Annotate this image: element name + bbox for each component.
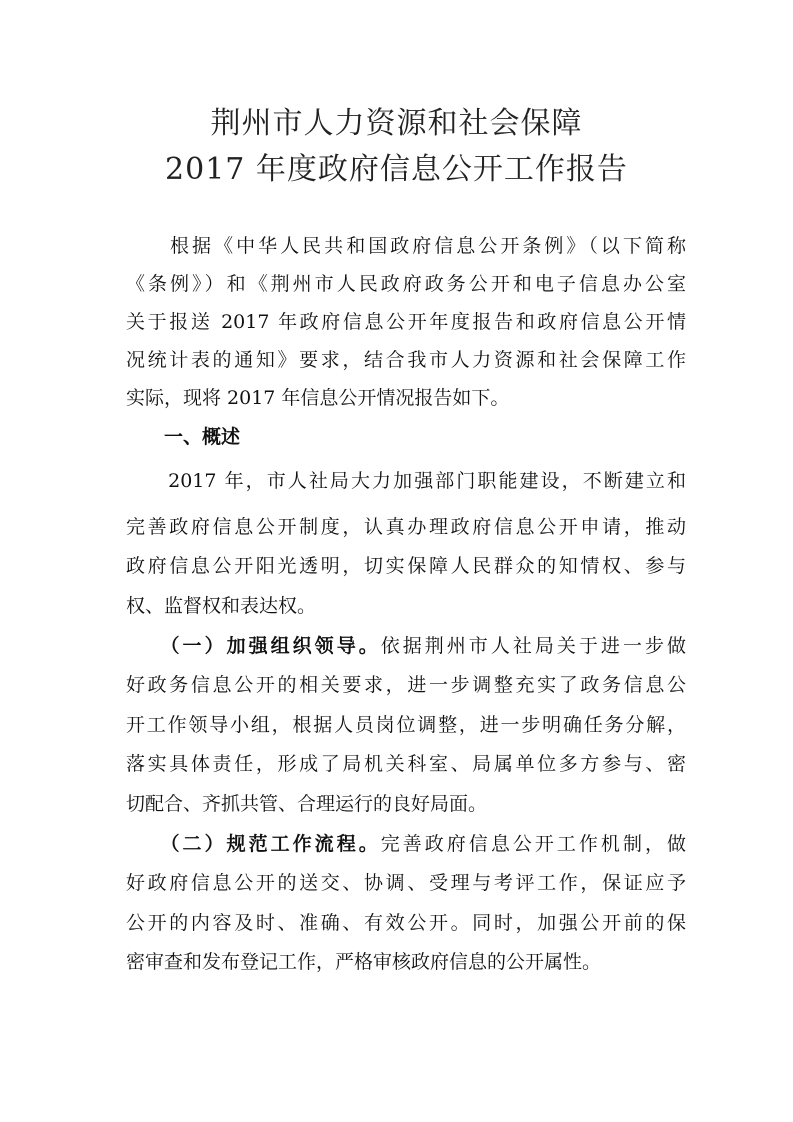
item1-line-2: 好政务信息公开的相关要求，进一步调整充实了政务信息公 (126, 674, 686, 696)
item1-line-5: 切配合、齐抓共管、合理运行的良好局面。 (126, 793, 488, 815)
item2-first-line (126, 831, 686, 857)
overview-line-2: 完善政府信息公开制度，认真办理政府信息公开申请，推动 (126, 516, 686, 538)
overview-line-1: 2017 年，市人社局大力加强部门职能建设，不断建立和 (126, 470, 686, 492)
intro-line-5: 实际，现将 2017 年信息公开情况报告如下。 (126, 387, 510, 409)
document-title-line2: 2017 年度政府信息公开工作报告 (165, 152, 628, 187)
item1-first-rest: 依据荆州市人社局关于进一步做 (380, 635, 686, 657)
intro-line-3: 关于报送 2017 年政府信息公开年度报告和政府信息公开情 (126, 311, 686, 333)
item2-line-3: 公开的内容及时、准确、有效公开。同时，加强公开前的保 (126, 912, 686, 934)
item1-label: （一）加强组织领导。 (126, 635, 381, 657)
item1-line-4: 落实具体责任，形成了局机关科室、局属单位多方参与、密 (126, 753, 686, 775)
item2-line-2: 好政府信息公开的送交、协调、受理与考评工作，保证应予 (126, 872, 686, 894)
document-title-line1: 荆州市人力资源和社会保障 (210, 106, 583, 141)
overview-line-4: 权、监督权和表达权。 (126, 595, 317, 617)
item2-label: （二）规范工作流程。 (126, 833, 381, 855)
intro-line-4: 况统计表的通知》要求，结合我市人力资源和社会保障工作 (126, 349, 686, 371)
item2-line-4: 密审查和发布登记工作，严格审核政府信息的公开属性。 (126, 951, 602, 973)
section-heading-overview: 一、概述 (126, 426, 241, 448)
item1-line-3: 开工作领导小组，根据人员岗位调整，进一步明确任务分解， (126, 714, 686, 736)
intro-line-2: 《条例》）和《荆州市人民政府政务公开和电子信息办公室 (126, 273, 686, 295)
intro-line-1: 根据《中华人民共和国政府信息公开条例》（以下简称 (126, 235, 686, 257)
item1-first-line (126, 633, 686, 659)
item2-first-rest: 完善政府信息公开工作机制，做 (380, 833, 686, 855)
overview-line-3: 政府信息公开阳光透明，切实保障人民群众的知情权、参与 (126, 555, 686, 577)
